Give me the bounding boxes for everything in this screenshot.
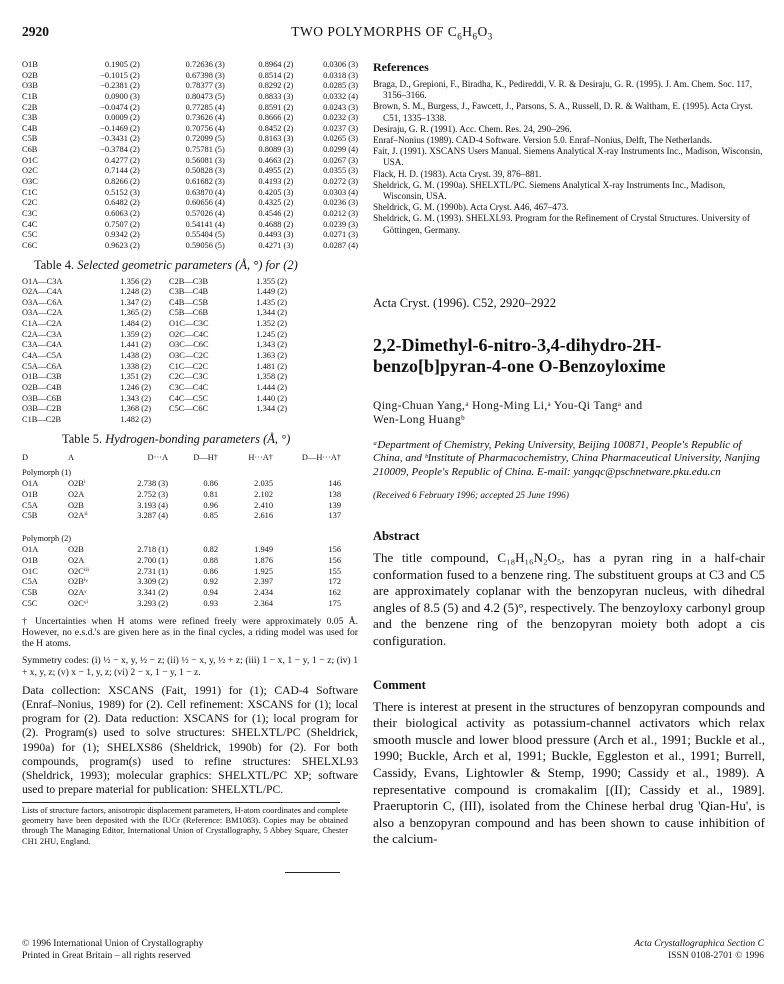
table5 [22, 453, 358, 610]
table-cell: 1.435 (2) [256, 297, 287, 307]
table-cell: 0.60656 (4) [185, 198, 225, 208]
table-header-cell: A [68, 452, 75, 462]
footer-journal: Acta Crystallographica Section C ISSN 0108-2701 © 1996 [634, 938, 764, 961]
table-cell: C5B [22, 134, 38, 144]
table-row [22, 145, 358, 156]
table-cell: 1.338 (2) [120, 361, 151, 371]
table-cell: C2B—C3B [169, 276, 209, 286]
table-header-cell: D—H† [193, 452, 218, 462]
table-row [22, 319, 358, 330]
reference-item: Sheldrick, G. M. (1993). SHELXL93. Program for the Refinement of Crystal Structures. University of Göttingen, Germany. [373, 213, 750, 235]
table-cell: 0.4493 (3) [258, 230, 294, 240]
deposit-rule [22, 802, 340, 803]
symmetry-codes: Symmetry codes: (i) ½ − x, y, ½ − z; (ii) ½ − x, y, ½ + z; (iii) 1 − x, 1 − y, 1 − z; (iv) 1 + x, y, z; (v) x − 1, y, z; (vi) 2 − x, 1 − y, 1 − z. [22, 655, 358, 678]
table-row [22, 501, 358, 512]
table-cell: 0.55404 (5) [185, 230, 225, 240]
table-cell: 172 [328, 577, 341, 587]
table-cell: O2Cⁱⁱⁱ [68, 566, 89, 576]
table-cell [151, 415, 225, 426]
table-cell: 0.4193 (2) [258, 177, 294, 187]
table-cell: C1C—C2C [169, 361, 209, 371]
table-cell: 0.0239 (3) [323, 219, 358, 229]
table-cell: 0.9623 (2) [104, 240, 140, 250]
table-cell: 0.0243 (3) [323, 102, 358, 112]
table-cell: 0.80473 (5) [185, 91, 225, 101]
table4 [22, 277, 358, 426]
table-row [22, 103, 358, 114]
table-cell: −0.3431 (2) [100, 134, 140, 144]
table5-group1 [22, 479, 358, 522]
table-cell: 0.75781 (5) [185, 145, 225, 155]
table-cell: O1C [22, 155, 38, 165]
table-cell: 0.0900 (3) [104, 91, 140, 101]
table-cell: 0.70756 (4) [185, 123, 225, 133]
table-cell: 0.4663 (2) [258, 155, 294, 165]
table-cell: O3C [22, 177, 38, 187]
table-cell: 0.8163 (3) [258, 134, 294, 144]
table-row [22, 60, 358, 71]
table-cell: 1.440 (2) [256, 393, 287, 403]
table-cell: 1.363 (2) [256, 351, 287, 361]
table-header-cell: D···A [147, 452, 168, 462]
table-cell: C4B [22, 123, 38, 133]
table-cell: 1.444 (2) [256, 382, 287, 392]
table-cell: 0.78377 (3) [185, 81, 225, 91]
table-header-cell: H···A† [248, 452, 273, 462]
table-row [22, 490, 358, 501]
table-cell: 0.85 [203, 511, 218, 521]
table-cell: C3B [22, 113, 38, 123]
table-row [22, 330, 358, 341]
table5-group-gap [22, 522, 358, 534]
table-cell: 0.4546 (2) [258, 208, 294, 218]
table-cell: 1.365 (2) [120, 308, 151, 318]
table-cell: C3C [22, 208, 38, 218]
table-cell [225, 415, 287, 426]
references-heading: References [373, 60, 429, 74]
table-cell: 0.96 [203, 500, 218, 510]
table-row [22, 588, 358, 599]
table-cell: O2Bⁱ [68, 479, 86, 489]
table-cell: 0.77285 (4) [185, 102, 225, 112]
table-cell: 155 [328, 566, 341, 576]
table-cell: 1.484 (2) [120, 319, 151, 329]
table-cell: 0.54141 (4) [185, 219, 225, 229]
table-cell: 0.4277 (2) [104, 155, 140, 165]
table-row [22, 134, 358, 145]
table-cell: C5B [22, 588, 38, 598]
table-cell: 1.876 [254, 555, 273, 565]
table-cell: 0.0355 (3) [323, 166, 358, 176]
table-row [22, 188, 358, 199]
table-cell: 2.616 [254, 511, 273, 521]
table-cell: 0.0285 (3) [323, 81, 358, 91]
table-cell: 0.50828 (3) [185, 166, 225, 176]
comment-heading: Comment [373, 677, 426, 692]
table4-caption: Table 4. Selected geometric parameters (Å, °) for (2) [34, 257, 298, 272]
table-cell: 3.293 (2) [137, 599, 168, 609]
table-cell: O3B—C2B [22, 404, 62, 414]
page-number: 2920 [22, 24, 49, 39]
table-cell: 2.397 [254, 577, 273, 587]
table-row [22, 479, 358, 490]
table-row [22, 92, 358, 103]
table-cell: 0.94 [203, 588, 218, 598]
table-cell: 2.364 [254, 599, 273, 609]
left-column [22, 60, 358, 798]
reference-item: Fait, J. (1991). XSCANS Users Manual. Siemens Analytical X-ray Instruments Inc., Madison, Wisconsin, USA. [373, 146, 763, 168]
table-cell: 2.738 (3) [137, 479, 168, 489]
table-cell: C6C [22, 240, 38, 250]
table-cell: 0.0303 (4) [323, 187, 358, 197]
table-cell: 0.0236 (3) [323, 198, 358, 208]
table-cell: −0.1469 (2) [100, 123, 140, 133]
table-cell: 0.93 [203, 599, 218, 609]
table-cell: O2C [22, 166, 38, 176]
table-cell: 0.7144 (2) [104, 166, 140, 176]
table-cell: 146 [328, 479, 341, 489]
table-cell: C4B—C5B [169, 297, 209, 307]
table-cell: 0.0272 (3) [323, 177, 358, 187]
table-cell: 139 [328, 500, 341, 510]
table-cell: 2.752 (3) [137, 489, 168, 499]
references-list [373, 79, 765, 236]
table-cell: 0.8266 (2) [104, 177, 140, 187]
table-row [22, 556, 358, 567]
table-cell: C5A [22, 500, 38, 510]
table5-group2 [22, 545, 358, 610]
table-cell: C4A—C5A [22, 351, 63, 361]
table-cell: O2Cᵛⁱ [68, 599, 88, 609]
table-cell: 2.700 (1) [137, 555, 168, 565]
table-row [22, 166, 358, 177]
table-cell: C5A—C6A [22, 361, 63, 371]
running-title: TWO POLYMORPHS OF $C_6H_6O_3$ [291, 24, 493, 42]
table-cell: C5C [22, 230, 38, 240]
table-cell: 2.410 [254, 500, 273, 510]
abstract-heading: Abstract [373, 529, 420, 544]
table-cell: O1B [22, 555, 38, 565]
table-cell: O2A—C4A [22, 287, 63, 297]
table-cell: O2A [68, 555, 85, 565]
table-cell: 0.0009 (2) [104, 113, 140, 123]
table-row [22, 340, 358, 351]
table5-footnote: † Uncertainties when H atoms were refined freely were approximately 0.05 Å. However, no e.s.d.'s are given here as in the final cycles, a riding model was used for the H atoms. [22, 615, 358, 650]
table-row [22, 230, 358, 241]
table-cell: O3C—C6C [169, 340, 209, 350]
table-cell: 138 [328, 489, 341, 499]
table-cell: O1A—C3A [22, 276, 63, 286]
table-row [22, 372, 358, 383]
table-cell: 0.4955 (2) [258, 166, 294, 176]
table-cell: 2.102 [254, 489, 273, 499]
table-cell: 0.0306 (3) [323, 60, 358, 69]
table-cell: 3.341 (2) [137, 588, 168, 598]
table-cell: 0.86 [203, 566, 218, 576]
table-cell: O2A [68, 489, 85, 499]
table-row [22, 209, 358, 220]
table-cell: 1.356 (2) [120, 276, 151, 286]
table-cell: 0.8452 (2) [258, 123, 294, 133]
table-cell: O2B [22, 70, 38, 80]
table-row [22, 308, 358, 319]
table-cell: 1.355 (2) [256, 276, 287, 286]
table-cell: O1C—C3C [169, 319, 209, 329]
table-cell: O2Aᵛ [68, 588, 87, 598]
table-cell: 0.9342 (2) [104, 230, 140, 240]
table-cell: O3C—C2C [169, 351, 209, 361]
table-cell: 0.0318 (3) [323, 70, 358, 80]
table-cell: 137 [328, 511, 341, 521]
table-cell: C3C—C4C [169, 382, 209, 392]
table-cell: 0.4325 (2) [258, 198, 294, 208]
table-row [22, 287, 358, 298]
reference-item: Flack, H. D. (1983). Acta Cryst. 39, 876–881. [373, 168, 542, 179]
table-row [22, 220, 358, 231]
table-cell: O1B [22, 60, 38, 69]
table-cell: C2B [22, 102, 38, 112]
software-paragraph: Data collection: XSCANS (Fait, 1991) for (1); CAD-4 Software (Enraf–Nonius, 1989) for (2). Cell refinement: XSCANS for (1); local program for (2). Data reduction: XSCANS for (1); local program for (2). Program(s) used to solve structures: SHELXTL/PC (Sheldrick, 1990a) for (1); SHELXS86 (Sheldrick, 1990b) for (2). For both compounds, program(s) used to refine structures: SHELXL93 (Sheldrick, 1993); molecular graphics: SHELXTL/PC XP; software used to prepare material for publication: SHELXTL/PC. [22, 683, 358, 797]
table-cell: 0.8292 (2) [258, 81, 294, 91]
table-cell: C5A [22, 577, 38, 587]
table-cell: 0.8591 (2) [258, 102, 294, 112]
table-cell: C6B [22, 145, 38, 155]
table-cell: 0.92 [203, 577, 218, 587]
table-cell: 0.0237 (3) [323, 123, 358, 133]
table-cell: 0.57026 (4) [185, 208, 225, 218]
table-cell: 0.0299 (4) [323, 145, 358, 155]
table-cell: 1.343 (2) [120, 393, 151, 403]
table-row [22, 156, 358, 167]
reference-item: Enraf–Nonius (1989). CAD-4 Software. Version 5.0. Enraf–Nonius, Delft, The Netherlands. [373, 135, 713, 146]
table-cell: C3A—C4A [22, 340, 63, 350]
table-cell: 0.56081 (3) [185, 155, 225, 165]
table-cell: 0.5152 (3) [104, 187, 140, 197]
table-cell: −0.1015 (2) [100, 70, 140, 80]
table-cell: O3A—C2A [22, 308, 63, 318]
table-cell: C2C—C3C [169, 372, 209, 382]
table-cell: 0.0287 (4) [323, 240, 358, 250]
table-cell: 3.193 (4) [137, 500, 168, 510]
table-cell: C5B [22, 511, 38, 521]
table-cell: 156 [328, 555, 341, 565]
table-cell: 0.6482 (2) [104, 198, 140, 208]
table-row [22, 124, 358, 135]
table-cell: O1A [22, 545, 39, 555]
table-cell: 0.0267 (3) [323, 155, 358, 165]
table-cell: 0.6063 (2) [104, 208, 140, 218]
table-cell: 1.245 (2) [256, 329, 287, 339]
table-cell: 0.0265 (3) [323, 134, 358, 144]
table-cell: O3A—C6A [22, 297, 63, 307]
table-header-cell: D—H···A† [301, 452, 341, 462]
table-cell: C1A—C2A [22, 319, 63, 329]
table-cell: C5B—C6B [169, 308, 209, 318]
table-header-cell: D [22, 452, 29, 462]
reference-item: Brown, S. M., Burgess, J., Fawcett, J., Parsons, S. A., Russell, D. R. & Waltham, E. (1995). Acta Cryst. C51, 1335–1338. [373, 101, 753, 123]
table-cell: O2Bⁱᵛ [68, 577, 88, 587]
coordinate-table [22, 60, 358, 252]
table5-group2-label: Polymorph (2) [22, 534, 72, 544]
table-cell: 1.343 (2) [256, 340, 287, 350]
table-cell: O1C [22, 566, 38, 576]
table-row [22, 404, 358, 415]
table-row [22, 198, 358, 209]
table-cell: 1.344 (2) [256, 308, 287, 318]
table-cell: 0.0271 (3) [323, 230, 358, 240]
table-row [22, 394, 358, 405]
table-cell: C4C [22, 219, 38, 229]
table-cell: C1C [22, 187, 38, 197]
table-cell: 3.309 (2) [137, 577, 168, 587]
table5-header [22, 453, 358, 464]
table-cell: 1.358 (2) [256, 372, 287, 382]
table-row [22, 113, 358, 124]
table-cell: 0.72099 (5) [185, 134, 225, 144]
table-cell: C4C—C5C [169, 393, 209, 403]
table-cell: 2.731 (1) [137, 566, 168, 576]
reference-item: Sheldrick, G. M. (1990b). Acta Cryst. A46, 467–473. [373, 202, 569, 213]
table-cell: 2.718 (1) [137, 545, 168, 555]
table-cell: O3B—C6B [22, 393, 62, 403]
table-cell: 0.59056 (5) [185, 240, 225, 250]
table-cell: C2A—C3A [22, 329, 63, 339]
table-row [22, 567, 358, 578]
table5-group1-label: Polymorph (1) [22, 468, 72, 478]
table-cell: 0.8089 (3) [258, 145, 294, 155]
table-cell: 0.0232 (3) [323, 113, 358, 123]
article-title: 2,2-Dimethyl-6-nitro-3,4-dihydro-2H- benzo[b]pyran-4-one O-Benzoyloxime [373, 334, 666, 376]
table-cell: 1.449 (2) [256, 287, 287, 297]
table-cell: 1.481 (2) [256, 361, 287, 371]
table5-caption: Table 5. Hydrogen-bonding parameters (Å, °) [62, 431, 291, 446]
table-cell: 0.72636 (3) [185, 60, 225, 69]
table-cell: 1.482 (2) [120, 414, 151, 424]
received-dates: (Received 6 February 1996; accepted 25 June 1996) [373, 491, 569, 502]
table-cell: −0.2381 (2) [100, 81, 140, 91]
deposit-note: Lists of structure factors, anisotropic displacement parameters, H-atom coordinates and complete geometry have been deposited with the IUCr (Reference: BM1083). Copies may be obtained through The Managing Editor, International Union of Crystallography, 5 Abbey Square, Chester CH1 2HU, England. [22, 806, 348, 846]
table-row [22, 599, 358, 610]
table-cell: 0.8514 (2) [258, 70, 294, 80]
table-cell: 1.925 [254, 566, 273, 576]
table-cell: 1.441 (2) [120, 340, 151, 350]
table-cell: −0.3784 (2) [100, 145, 140, 155]
table-cell: C2C [22, 198, 38, 208]
table-row [22, 545, 358, 556]
table-cell: C3B—C4B [169, 287, 209, 297]
table-cell: 2.035 [254, 479, 273, 489]
article-authors: Qing-Chuan Yang,ᵃ Hong-Ming Li,ᵃ You-Qi Tangᵃ and Wen-Long Huangᵇ [373, 399, 643, 426]
table-cell: 0.73626 (4) [185, 113, 225, 123]
affiliation: ᵃDepartment of Chemistry, Peking University, Beijing 100871, People's Republic of China, and ᵇInstitute of Pharmacochemistry, China Pharmaceutical University, Nanjing 210009, People's Republic of China. E-mail: yangqc@pschnetware.pku.edu.cn [373, 438, 761, 478]
table-cell: O2B [68, 545, 84, 555]
table-cell: 0.82 [203, 545, 218, 555]
table-row [22, 351, 358, 362]
journal-reference: Acta Cryst. (1996). C52, 2920–2922 [373, 295, 556, 310]
reference-item: Braga, D., Grepioni, F., Biradha, K., Pedireddi, V. R. & Desiraju, G. R. (1995). J. Am. Chem. Soc. 117, 3156–3166. [373, 79, 753, 101]
table-row [22, 241, 358, 252]
abstract-text: The title compound, C₁₈H₁₆N₂O₅, has a pyran ring in a half-chair conformation fused to a benzene ring. The substituent groups at C3 and C5 are approximately coplanar with the benzopyran nucleus, with dihedral angles of 8.5 (5) and 4.2 (5)°, respectively. The benzoyloxy carbonyl group and the benzene ring of the benzopyran moiety both adopt a cis configuration. [373, 550, 765, 649]
table-cell: 1.368 (2) [120, 404, 151, 414]
table-cell: C1B—C2B [22, 414, 62, 424]
table-cell: 3.287 (4) [137, 511, 168, 521]
table-cell: 0.63870 (4) [185, 187, 225, 197]
table-cell: 162 [328, 588, 341, 598]
table-cell: 0.0332 (4) [323, 91, 358, 101]
table-cell: C5C [22, 599, 38, 609]
comment-text: There is interest at present in the structures of benzopyran compounds and their biological activity as potassium-channel activators which relax smooth muscle and lower blood pressure (Arch et al., 1991; Buckle et al., 1990; Buckle, Arch et al, 1991; Buckle, Eggleston et al., 1991; Burrell, Cassidy, Evans, Lightowler & Stemp, 1990; Cassidy et al., 1989). A representative compound is cromakalim [(II); Cassidy et al., 1989]. Praeruptorin C, (III), isolated from the Chinese herbal drug 'Qian-Hu', is also a benzopyran compound and has been shown to cause inhibition of the calcium- [373, 698, 765, 847]
table-cell: 0.8833 (3) [258, 91, 294, 101]
table-cell: 0.67398 (3) [185, 70, 225, 80]
table-cell: 0.4205 (3) [258, 187, 294, 197]
table-cell: 0.7507 (2) [104, 219, 140, 229]
table-row [22, 177, 358, 188]
table-row [22, 383, 358, 394]
table-cell: 0.4688 (2) [258, 219, 294, 229]
table-cell: 1.949 [254, 545, 273, 555]
table-cell: 1.351 (2) [120, 372, 151, 382]
table-cell: O2B—C4B [22, 382, 62, 392]
table-cell: O1B—C3B [22, 372, 62, 382]
table-cell: O1B [22, 489, 38, 499]
right-column [373, 60, 765, 848]
table-cell: 0.8964 (2) [258, 60, 294, 69]
table-cell: 1.347 (2) [120, 297, 151, 307]
deposit-end-rule [285, 872, 340, 873]
table-row [22, 415, 358, 426]
table-cell: 1.352 (2) [256, 319, 287, 329]
reference-item: Desiraju, G. R. (1991). Acc. Chem. Res. 24, 290–296. [373, 123, 572, 134]
table-cell: 2.434 [254, 588, 273, 598]
table-cell: O2B [68, 500, 84, 510]
table-cell: 0.8666 (2) [258, 113, 294, 123]
table-cell: C1B [22, 91, 38, 101]
table-cell: 0.81 [203, 489, 218, 499]
table-cell: 175 [328, 599, 341, 609]
table-cell: 1.359 (2) [120, 329, 151, 339]
table-cell: C5C—C6C [169, 404, 209, 414]
table-cell: 156 [328, 545, 341, 555]
table-cell: 1.246 (2) [120, 382, 151, 392]
table-cell: O1A [22, 479, 39, 489]
table-row [22, 577, 358, 588]
table-cell: O2C—C4C [169, 329, 209, 339]
table-row [22, 362, 358, 373]
table-cell: 1.344 (2) [256, 404, 287, 414]
table-cell: 0.61682 (3) [185, 177, 225, 187]
table-cell: O3B [22, 81, 38, 91]
table-row [22, 298, 358, 309]
table-cell: O2Aⁱⁱ [68, 511, 88, 521]
table-cell: −0.0474 (2) [100, 102, 140, 112]
table-cell: 0.1905 (2) [104, 60, 140, 69]
table-cell: 1.438 (2) [120, 351, 151, 361]
table-cell: 0.88 [203, 555, 218, 565]
table-cell: 0.0212 (3) [323, 208, 358, 218]
table-cell: 0.86 [203, 479, 218, 489]
table-row [22, 81, 358, 92]
table-cell: 1.248 (2) [120, 287, 151, 297]
table-row [22, 511, 358, 522]
footer-copyright: © 1996 International Union of Crystallography Printed in Great Britain – all rights reserved [22, 938, 204, 961]
table-cell: 0.4271 (3) [258, 240, 294, 250]
reference-item: Sheldrick, G. M. (1990a). SHELXTL/PC. Siemens Analytical X-ray Instruments Inc., Madison, Wisconsin, USA. [373, 179, 726, 202]
table-row [22, 277, 358, 288]
table-row [22, 71, 358, 82]
